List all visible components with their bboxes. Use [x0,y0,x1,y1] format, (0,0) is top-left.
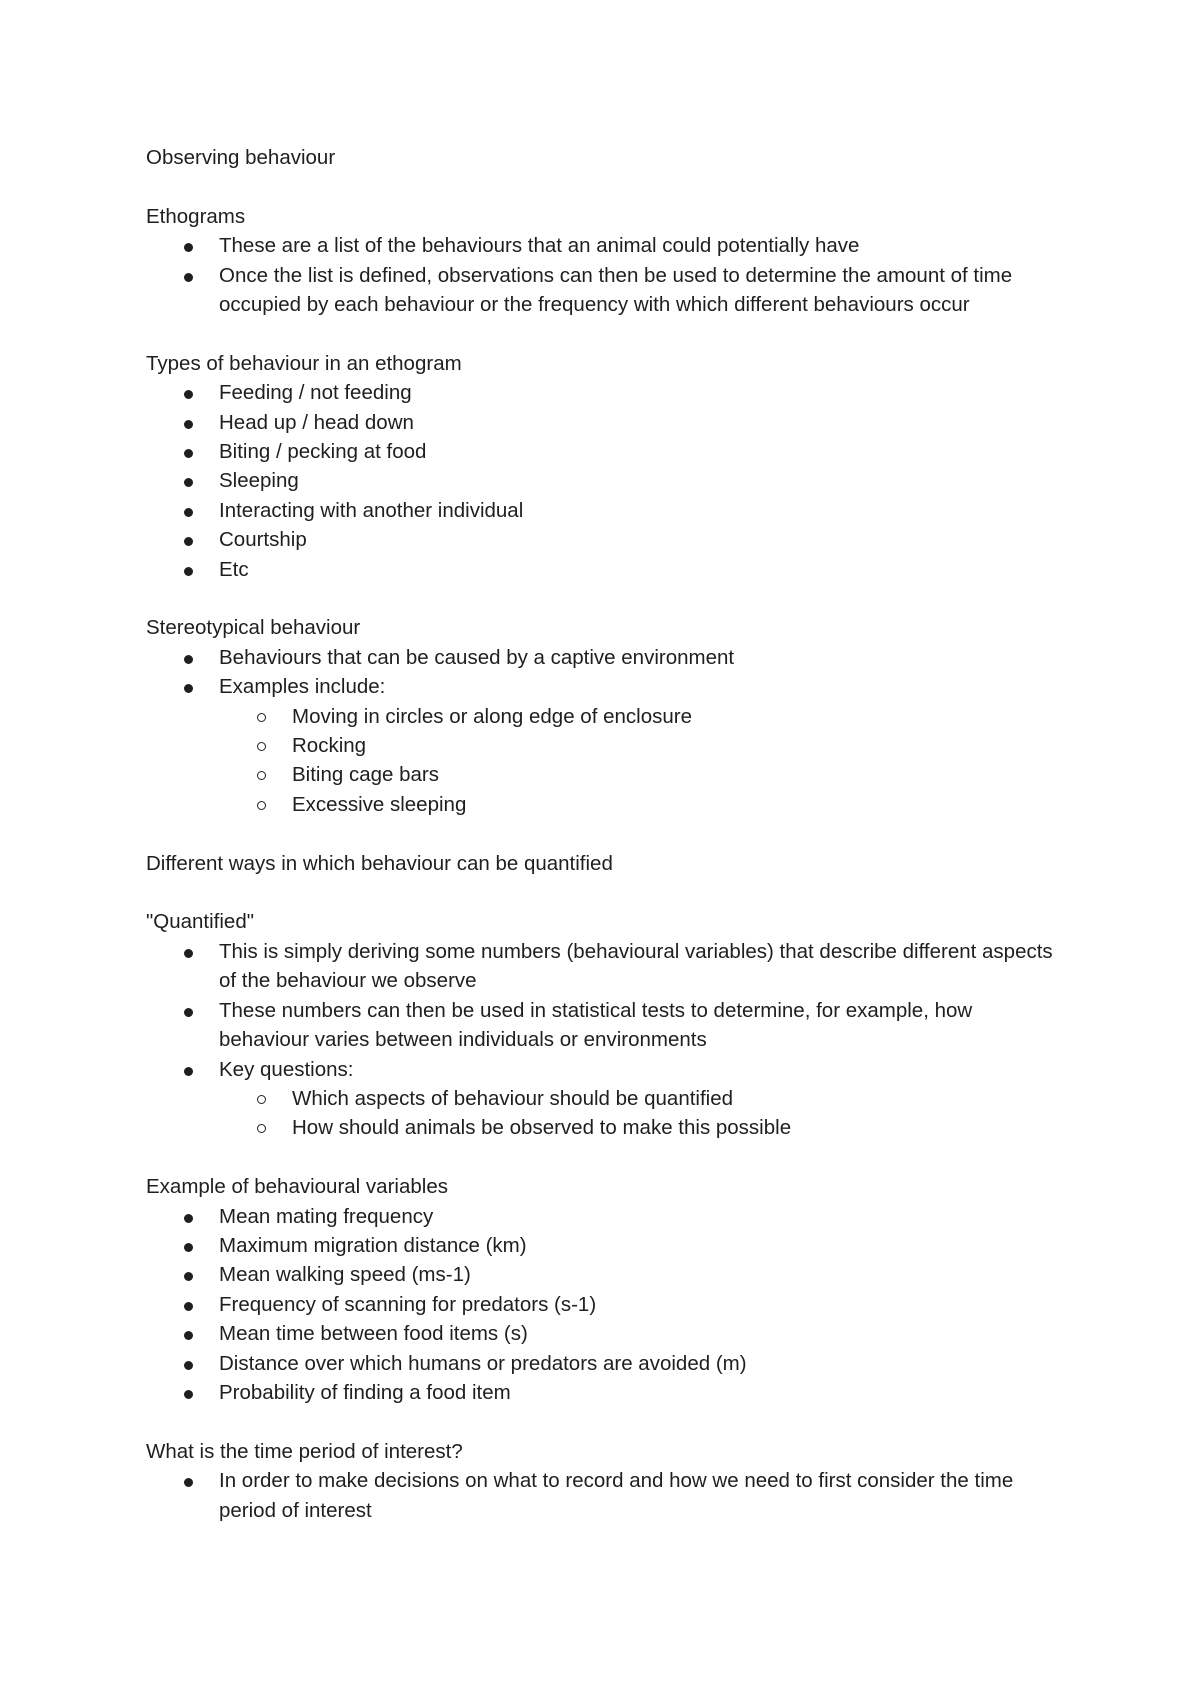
list-item: Mean time between food items (s) [146,1319,1066,1348]
hollow-bullet-icon [257,742,266,751]
section-heading-ethograms: Ethograms [146,204,246,228]
section-heading-variables: Example of behavioural variables [146,1175,448,1199]
hollow-bullet-icon [257,713,266,722]
list-item: This is simply deriving some numbers (behavioural variables) that describe different aspects of the behaviour we observe [146,937,1066,996]
list-item: Frequency of scanning for predators (s-1) [146,1290,1066,1319]
document-page [146,143,1066,1525]
spacer [146,319,1066,348]
spacer [146,1407,1066,1436]
list-item: Head up / head down [146,408,1066,437]
section-heading-types: Types of behaviour in an ethogram [146,351,462,375]
bullet-icon [184,478,193,487]
hollow-bullet-icon [257,1124,266,1133]
variables-list [146,1202,1066,1408]
section-heading-quantified: "Quantified" [146,910,255,934]
bullet-icon [184,1067,193,1076]
spacer [146,878,1066,907]
list-item: Maximum migration distance (km) [146,1231,1066,1260]
list-item: Behaviours that can be caused by a captive environment [146,643,1066,672]
document-title: Observing behaviour [146,146,336,169]
sublist-item: Biting cage bars [219,760,1066,789]
list-item: These numbers can then be used in statistical tests to determine, for example, how behaviour varies between individuals or environments [146,996,1066,1055]
spacer [146,584,1066,613]
bullet-icon [184,1243,193,1252]
stereotypical-list [146,643,1066,819]
time-period-list [146,1466,1066,1525]
bullet-icon [184,449,193,458]
bullet-icon [184,684,193,693]
list-item: Mean mating frequency [146,1202,1066,1231]
list-item: In order to make decisions on what to record and how we need to first consider the time period of interest [146,1466,1066,1525]
bullet-icon [184,655,193,664]
list-item: Courtship [146,525,1066,554]
bullet-icon [184,420,193,429]
section-heading-different-ways: Different ways in which behaviour can be quantified [146,851,613,875]
bullet-icon [184,508,193,517]
bullet-icon [184,1302,193,1311]
hollow-bullet-icon [257,801,266,810]
bullet-icon [184,1361,193,1370]
spacer [146,819,1066,848]
types-list [146,378,1066,584]
spacer [146,172,1066,201]
bullet-icon [184,1214,193,1223]
sublist-item: Which aspects of behaviour should be quantified [219,1084,1066,1113]
bullet-icon [184,1272,193,1281]
bullet-icon [184,243,193,252]
bullet-icon [184,1008,193,1017]
bullet-icon [184,537,193,546]
list-item: Mean walking speed (ms-1) [146,1260,1066,1289]
list-item: Biting / pecking at food [146,437,1066,466]
bullet-icon [184,273,193,282]
list-item: Key questions: Which aspects of behaviour should be quantified How should animals be observed to make this possible [146,1055,1066,1143]
list-item: These are a list of the behaviours that an animal could potentially have [146,231,1066,260]
list-item: Etc [146,555,1066,584]
ethograms-list [146,231,1066,319]
examples-sublist [219,702,1066,820]
sublist-item: Excessive sleeping [219,790,1066,819]
list-item: Distance over which humans or predators are avoided (m) [146,1349,1066,1378]
key-questions-sublist [219,1084,1066,1143]
quantified-list [146,937,1066,1143]
list-item: Probability of finding a food item [146,1378,1066,1407]
sublist-item: Rocking [219,731,1066,760]
list-item: Once the list is defined, observations can then be used to determine the amount of time occupied by each behaviour or the frequency with which different behaviours occur [146,261,1066,320]
sublist-item: How should animals be observed to make this possible [219,1113,1066,1142]
bullet-icon [184,1478,193,1487]
hollow-bullet-icon [257,771,266,780]
list-item: Interacting with another individual [146,496,1066,525]
list-item: Feeding / not feeding [146,378,1066,407]
bullet-icon [184,390,193,399]
bullet-icon [184,949,193,958]
bullet-icon [184,1390,193,1399]
bullet-icon [184,567,193,576]
section-heading-time-period: What is the time period of interest? [146,1439,463,1463]
list-item: Examples include: Moving in circles or along edge of enclosure Rocking Biting cage bars Excessive sleeping [146,672,1066,819]
sublist-item: Moving in circles or along edge of enclosure [219,702,1066,731]
spacer [146,1143,1066,1172]
section-heading-stereotypical: Stereotypical behaviour [146,616,361,640]
bullet-icon [184,1331,193,1340]
list-item: Sleeping [146,466,1066,495]
hollow-bullet-icon [257,1095,266,1104]
